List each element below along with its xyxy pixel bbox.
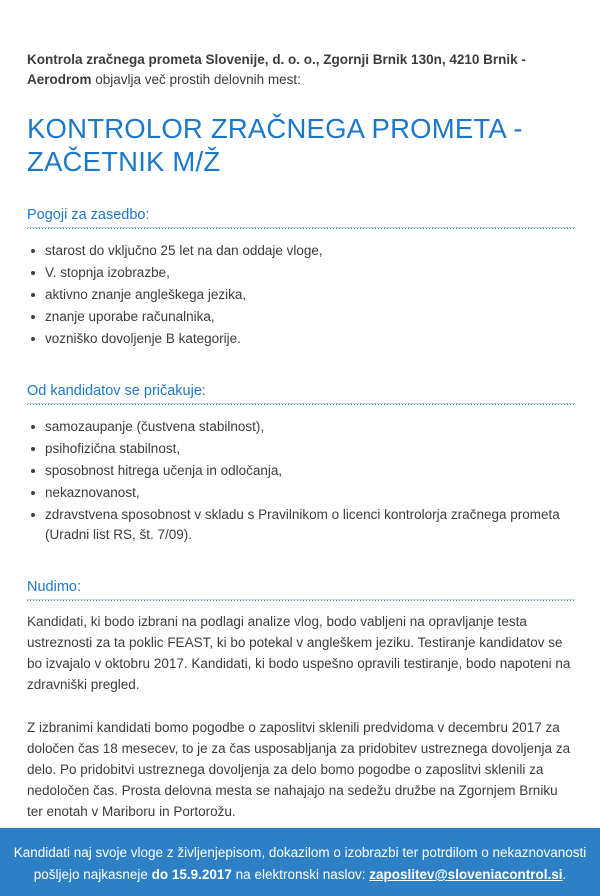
list-item: sposobnost hitrega učenja in odločanja, (27, 461, 575, 481)
expectations-list (27, 417, 575, 545)
footer-text-after: . (562, 867, 567, 882)
section-heading-requirements: Pogoji za zasedbo: (27, 207, 150, 223)
offer-paragraph-contract: Z izbranimi kandidati bomo pogodbe o zaposlitvi sklenili predvidoma v decembru 2017 za določen čas 18 mesecev, to je za čas usposabljanja za pridobitev ustreznega dovoljenja za delo. Po pridobitvi ustreznega dovoljenja za delo bomo pogodbe o zaposlitvi sklenili za nedoločen čas. Prosta delovna mesta se nahajajo na sedežu družbe na Zgornjem Brniku ter enotah v Mariboru in Portorožu. (27, 720, 571, 819)
offer-paragraph-testing: Kandidati, ki bodo izbrani na podlagi analize vlog, bodo vabljeni na opravljanje testa ustreznosti za ta poklic FEAST, ki bo potekal v angleškem jeziku. Testiranje kandidatov se bo izvajalo v oktobru 2017. Kandidati, ki bodo uspešno opravili testiranje, bodo napoteni na zdravniški pregled. (27, 614, 571, 692)
application-email-link[interactable]: zaposlitev@sloveniacontrol.si (369, 867, 563, 882)
section-divider (27, 599, 575, 601)
section-offer (27, 578, 575, 822)
intro-rest: objavlja več prostih delovnih mest: (91, 72, 301, 87)
section-divider (27, 227, 575, 229)
section-heading-offer: Nudimo: (27, 579, 81, 595)
section-requirements (27, 206, 575, 349)
list-item: znanje uporabe računalnika, (27, 307, 575, 327)
section-heading-expectations: Od kandidatov se pričakuje: (27, 383, 206, 399)
list-item: aktivno znanje angleškega jezika, (27, 285, 575, 305)
section-expectations (27, 382, 575, 545)
intro-paragraph (27, 50, 575, 90)
list-item: zdravstvena sposobnost v skladu s Pravilnikom o licenci kontrolorja zračnega prometa (Uradni list RS, št. 7/09). (27, 505, 575, 545)
footer-text-before: Kandidati naj svoje vloge z življenjepisom, dokazilom o izobrazbi ter potrdilom o nekaznovanosti pošljejo najkasneje (13, 845, 587, 882)
application-deadline: do 15.9.2017 (151, 867, 232, 882)
footer-text-middle: na elektronski naslov: (231, 867, 370, 882)
company-name-address: Kontrola zračnega prometa Slovenije, d. o. o., Zgornji Brnik 130n, 4210 Brnik - Aerodrom (27, 52, 526, 87)
list-item: nekaznovanost, (27, 483, 575, 503)
list-item: vozniško dovoljenje B kategorije. (27, 329, 575, 349)
list-item: V. stopnja izobrazbe, (27, 263, 575, 283)
list-item: samozaupanje (čustvena stabilnost), (27, 417, 575, 437)
page-title: KONTROLOR ZRAČNEGA PROMETA - ZAČETNIK M/Ž (27, 113, 523, 177)
requirements-list (27, 241, 575, 349)
list-item: psihofizična stabilnost, (27, 439, 575, 459)
section-divider (27, 403, 575, 405)
application-footer (0, 828, 600, 896)
list-item: starost do vključno 25 let na dan oddaje vloge, (27, 241, 575, 261)
